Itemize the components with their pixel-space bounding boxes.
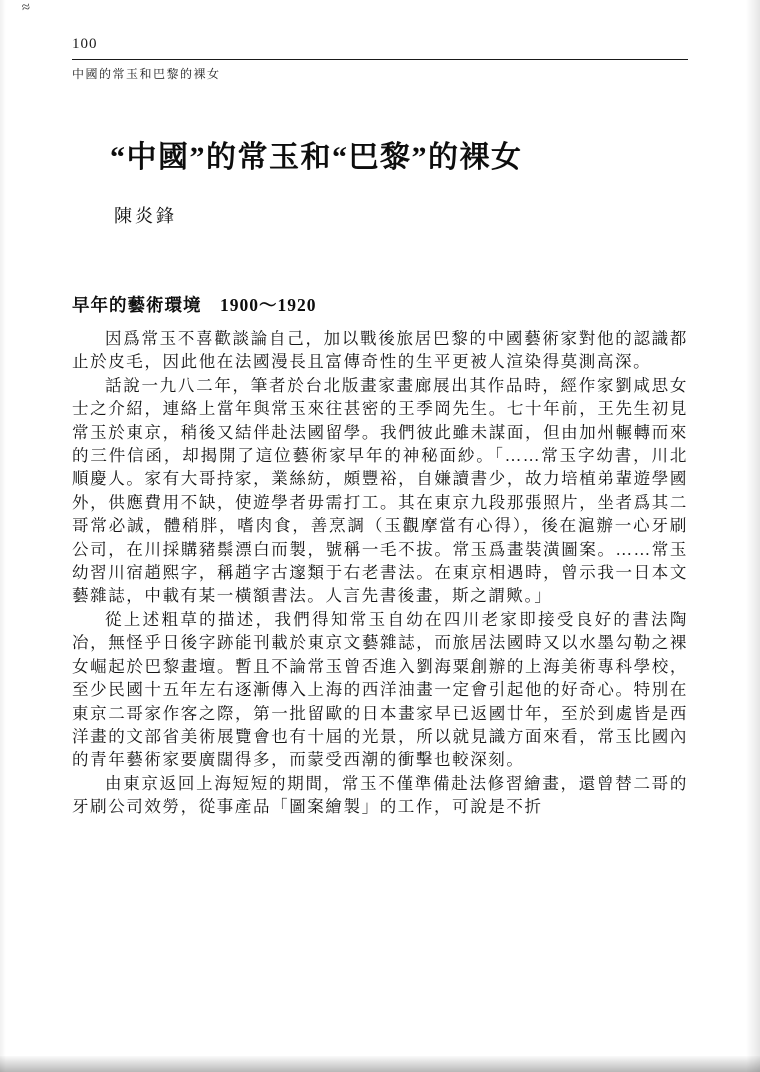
- page-content: [72, 0, 688, 819]
- body-paragraph: 因爲常玉不喜歡談論自己，加以戰後旅居巴黎的中國藝術家對他的認識都止於皮毛，因此他在法國漫長且富傳奇性的生平更被人渲染得莫測高深。: [72, 329, 688, 372]
- body-paragraph: 從上述粗草的描述，我們得知常玉自幼在四川老家即接受良好的書法陶冶，無怪乎日後字跡能刊載於東京文藝雜誌，而旅居法國時又以水墨勾勒之裸女崛起於巴黎畫壇。暫且不論常玉曾否進入劉海粟創辦的上海美術專科學校，至少民國十五年左右逐漸傳入上海的西洋油畫一定會引起他的好奇心。特別在東京二哥家作客之際，第一批留歐的日本畫家早已返國廿年，至於到處皆是西洋畫的文部省美術展覽會也有十屆的光景，所以就見識方面來看，常玉比國內的青年藝術家要廣闊得多，而蒙受西潮的衝擊也較深刻。: [72, 609, 688, 770]
- author-name: 陳炎鋒: [114, 206, 177, 226]
- section-heading: 早年的藝術環境 1900～1920: [72, 295, 317, 315]
- running-header: 中國的常玉和巴黎的裸女: [72, 67, 221, 81]
- scan-edge-left: [0, 0, 6, 1072]
- article-title: “中國”的常玉和“巴黎”的裸女: [110, 141, 523, 174]
- page-number: 100: [72, 36, 98, 52]
- body-paragraph: 話說一九八二年，筆者於台北版畫家畫廊展出其作品時，經作家劉咸思女士之介紹，連絡上當年與常玉來往甚密的王季岡先生。七十年前，王先生初見常玉於東京，稍後又結伴赴法國留學。我們彼此雖未謀面，但由加州輾轉而來的三件信函，却揭開了這位藝術家早年的神秘面紗。「……常玉字幼書，川北順慶人。家有大哥持家，業絲紡，頗豐裕，自嫌讀書少，故力培植弟輩遊學國外，供應費用不缺，使遊學者毋需打工。其在東京九段那張照片，坐者爲其二哥常必誠，體稍胖，嗜肉食，善烹調（玉觀摩當有心得），後在滬辦一心牙刷公司，在川採購豬鬃漂白而製，號稱一毛不拔。常玉爲畫裝潢圖案。……常玉幼習川宿趙熙字，稱趙字古邃類于右老書法。在東京相遇時，曾示我一日本文藝雜誌，中載有某一橫額書法。人言先書後畫，斯之謂歟。」: [72, 375, 688, 606]
- scan-edge-bottom: [0, 1056, 760, 1072]
- scan-edge-right: [746, 0, 760, 1072]
- body-paragraph: 由東京返回上海短短的期間，常玉不僅準備赴法修習繪畫，還曾替二哥的牙刷公司效勞，從事產品「圖案繪製」的工作，可說是不折: [72, 773, 688, 817]
- header-rule: [72, 59, 688, 60]
- article-body: [72, 327, 688, 819]
- handwritten-corner-mark: ≈: [20, 0, 30, 17]
